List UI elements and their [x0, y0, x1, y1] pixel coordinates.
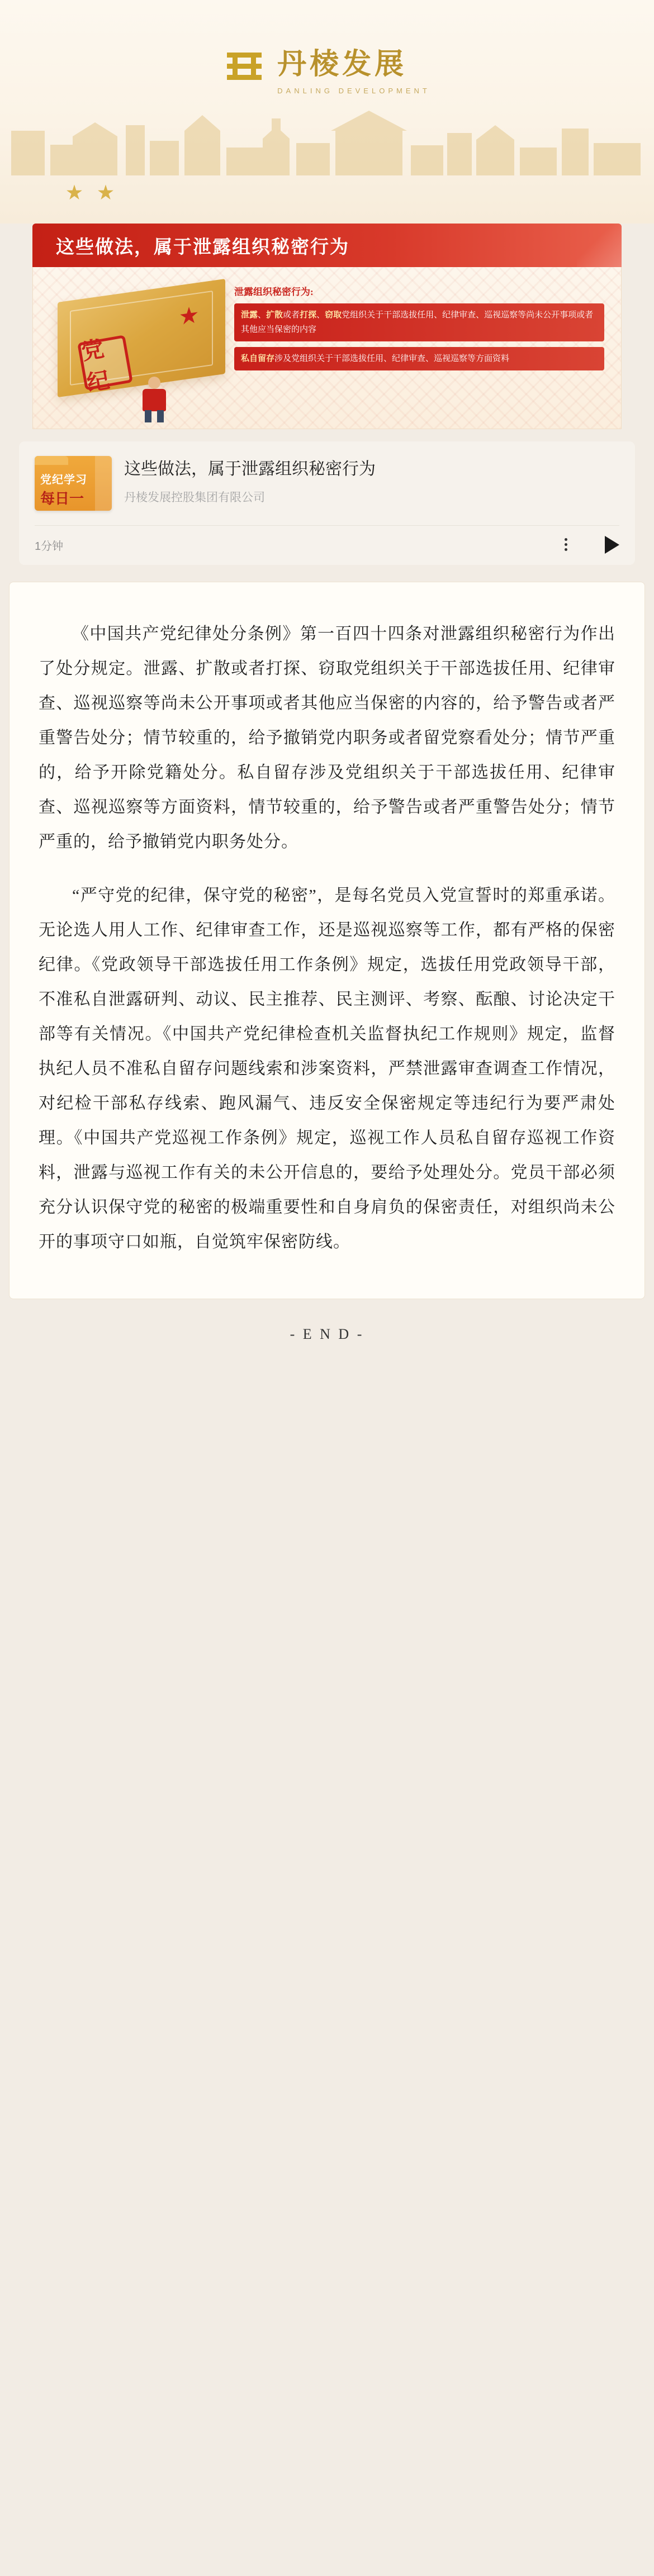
- audio-card[interactable]: [19, 441, 635, 565]
- illustration-heading: 泄露组织秘密行为:: [234, 287, 314, 297]
- brand-logo: [0, 0, 654, 95]
- thumbnail-line-2: 每日一: [40, 491, 84, 507]
- rule1-keyword-2: 扩散: [266, 310, 283, 320]
- audio-publisher: 丹棱发展控股集团有限公司: [124, 491, 265, 504]
- building-logo-icon: [224, 47, 265, 88]
- skyline-illustration: [0, 92, 654, 175]
- brand-name-en: DANLING DEVELOPMENT: [277, 87, 430, 95]
- rule1-keyword-3: 打探: [300, 310, 317, 320]
- banner-title-bar: [32, 224, 622, 267]
- article-body: [9, 582, 645, 1299]
- seal-stamp: 党纪: [77, 335, 133, 391]
- page-header: [0, 0, 654, 224]
- star-icon-book: ★: [179, 304, 198, 329]
- star-icon-right: ★: [97, 184, 114, 202]
- rule2-text: 涉及党组织关于干部选拔任用、纪律审查、巡视巡察等方面资料: [274, 354, 510, 363]
- person-illustration: [135, 377, 174, 421]
- illustration-text-group: [234, 284, 604, 376]
- play-icon[interactable]: [605, 536, 619, 554]
- banner-title: 这些做法，属于泄露组织秘密行为: [56, 237, 349, 258]
- article-paragraph-1: 《中国共产党纪律处分条例》第一百四十四条对泄露组织秘密行为作出了处分规定。泄露、扩散或者打探、窃取党组织关于干部选拔任用、纪律审查、巡视巡察等尚未公开事项或者其他应当保密的内容的，给予警告或者严重警告处分；情节较重的，给予撤销党内职务或者留党察看处分；情节严重的，给予开除党籍处分。私自留存涉及党组织关于干部选拔任用、纪律审查、巡视巡察等方面资料，情节较重的，给予警告或者严重警告处分；情节严重的，给予撤销党内职务处分。: [39, 625, 615, 851]
- brand-name-cn: 丹棱发展: [277, 49, 407, 80]
- rule1-keyword-4: 窃取: [325, 310, 342, 320]
- banner-corner-decoration: [577, 224, 622, 267]
- illustration-rule-2: [234, 347, 604, 370]
- stars-decoration: [66, 179, 114, 203]
- rule1-sep-2: 或者: [283, 310, 300, 320]
- playlist-icon[interactable]: [565, 538, 584, 552]
- end-marker: - E N D -: [290, 1326, 364, 1342]
- rule1-keyword-1: 泄露: [241, 310, 258, 320]
- rule1-sep-3: 、: [316, 310, 325, 320]
- rule1-text: 党组织关于干部选拔任用、纪律审查、巡视巡察等尚未公开事项或者其他应当保密的内容: [241, 310, 594, 334]
- illustration-rule-1: [234, 303, 604, 341]
- rule1-sep-1: 、: [258, 310, 267, 320]
- article-paragraph-2: “严守党的纪律，保守党的秘密”，是每名党员入党宣誓时的郑重承诺。无论选人用人工作、纪律审查工作，还是巡视巡察等工作，都有严格的保密纪律。《党政领导干部选拔任用工作条例》规定，选拔任用党政领导干部，不准私自泄露研判、动议、民主推荐、民主测评、考察、酝酿、讨论决定干部等有关情况。《中国共产党纪律检查机关监督执纪工作规则》规定，监督执纪人员不准私自留存问题线索和涉案资料，严禁泄露审查调查工作情况，对纪检干部私存线索、跑风漏气、违反安全保密规定等违纪行为要严肃处理。《中国共产党巡视工作条例》规定，巡视工作人员私自留存巡视工作资料，泄露与巡视工作有关的未公开信息的，要给予处理处分。党员干部必须充分认识保守党的秘密的极端重要性和自身肩负的保密责任，对组织尚未公开的事项守口如瓶，自觉筑牢保密防线。: [39, 886, 615, 1251]
- star-icon-left: ★: [66, 184, 83, 202]
- audio-title: 这些做法，属于泄露组织秘密行为: [124, 460, 376, 478]
- thumbnail-line-1: 党纪学习: [40, 474, 87, 486]
- rule2-keyword: 私自留存: [241, 354, 275, 363]
- audio-thumbnail[interactable]: [35, 456, 112, 511]
- audio-duration: 1分钟: [35, 540, 64, 553]
- illustration-card: [32, 267, 622, 429]
